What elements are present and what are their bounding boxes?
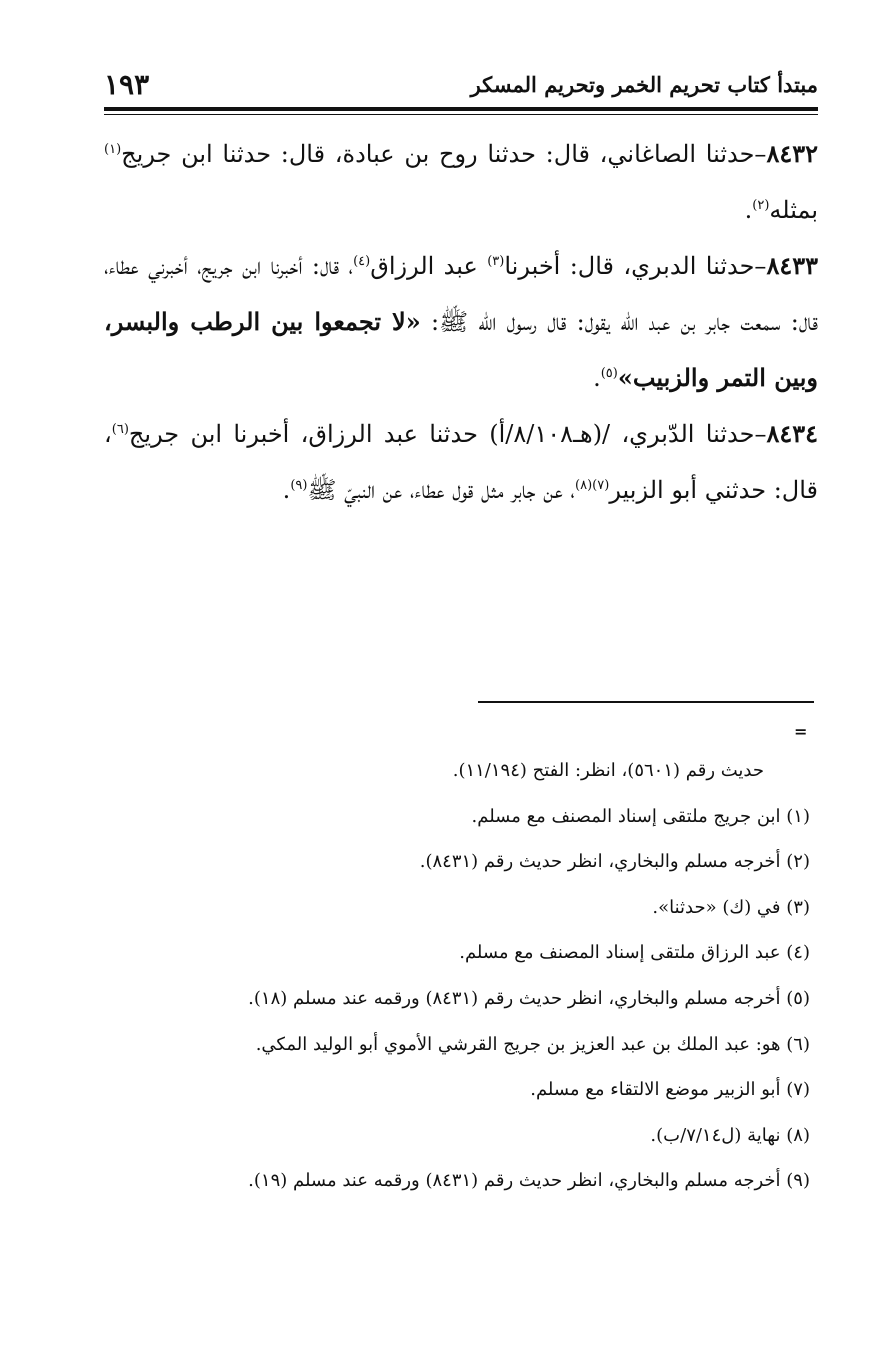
- hadith-text: ، قال: أخبرنا ابن جريج، أخبرني عطاء، قال: سمعت جابر بن عبد الله يقول: قال رسول الله ﷺ:: [104, 252, 818, 336]
- footnote-ref: (١): [104, 142, 122, 157]
- hadith-text: –حدثنا الصاغاني، قال: حدثنا روح بن عبادة، قال: حدثنا ابن جريج: [121, 140, 767, 168]
- footnote-2: (٢) أخرجه مسلم والبخاري، انظر حديث رقم (٨٤٣١).: [419, 851, 810, 873]
- main-text: [104, 126, 818, 518]
- footnote-9: (٩) أخرجه مسلم والبخاري، انظر حديث رقم (٨٤٣١) ورقمه عند مسلم (١٩).: [248, 1170, 810, 1192]
- footnote-4: (٤) عبد الرزاق ملتقى إسناد المصنف مع مسلم.: [459, 942, 810, 964]
- footnote-5: (٥) أخرجه مسلم والبخاري، انظر حديث رقم (٨٤٣١) ورقمه عند مسلم (١٨).: [248, 987, 810, 1009]
- hadith-text: .: [282, 476, 291, 504]
- footnote-7: (٧) أبو الزبير موضع الالتقاء مع مسلم.: [530, 1079, 810, 1101]
- hadith-number: ٨٤٣٣: [766, 251, 818, 280]
- footnote-continuation: حديث رقم (٥٦٠١)، انظر: الفتح (١١/١٩٤).: [452, 760, 764, 781]
- footnote-6: (٦) هو: عبد الملك بن عبد العزيز بن جريج القرشي الأموي أبو الوليد المكي.: [255, 1033, 810, 1055]
- header-rule: [104, 107, 818, 111]
- hadith-number: ٨٤٣٢: [766, 139, 818, 168]
- hadith-text: بمثله: [769, 196, 818, 224]
- hadith-text: .: [593, 364, 601, 392]
- footnote-separator: [478, 701, 814, 703]
- footnote-continuation-mark: =: [794, 722, 808, 741]
- header-rule-thin: [104, 114, 818, 115]
- hadith-number: ٨٤٣٤: [766, 419, 818, 448]
- footnote-ref: (٧)(٨): [575, 478, 610, 493]
- footnote-8: (٨) نهاية (ل٧/١٤/ب).: [650, 1124, 810, 1146]
- hadith-text: –حدثنا الدبري، قال: أخبرنا: [504, 252, 767, 280]
- hadith-text: عبد الرزاق: [370, 252, 488, 280]
- hadith-text: .: [744, 196, 753, 224]
- footnote-ref: (٦): [111, 422, 129, 437]
- hadith-text: –حدثنا الدّبري، /(هـ٨/١٠٨/أ) حدثنا عبد الرزاق، أخبرنا ابن جريج: [128, 420, 767, 448]
- page-number: ١٩٣: [104, 68, 150, 101]
- hadith-8433: [104, 238, 818, 406]
- footnote-ref: (٣): [487, 254, 505, 269]
- header-title: مبتدأ كتاب تحريم الخمر وتحريم المسكر: [470, 72, 818, 97]
- running-header: [104, 70, 818, 110]
- footnote-ref: (٤): [353, 254, 371, 269]
- footnote-ref: (٩): [290, 478, 308, 493]
- footnote-ref: (٥): [600, 366, 618, 381]
- prophetic-quote: «لا تجمعوا بين الرطب والبسر، وبين التمر والزبيب»: [104, 307, 818, 392]
- hadith-text: ، عن جابر مثل قول عطاء، عن النبيّ ﷺ: [307, 476, 576, 504]
- hadith-8432: [104, 126, 818, 238]
- hadith-text: ، قال: حدثني أبو الزبير: [104, 420, 818, 504]
- footnotes: [110, 748, 810, 1204]
- footnote-1: (١) ابن جريج ملتقى إسناد المصنف مع مسلم.: [471, 805, 810, 827]
- footnote-ref: (٢): [752, 198, 770, 213]
- footnote-3: (٣) في (ك) «حدثنا».: [652, 896, 810, 918]
- hadith-8434: [104, 406, 818, 518]
